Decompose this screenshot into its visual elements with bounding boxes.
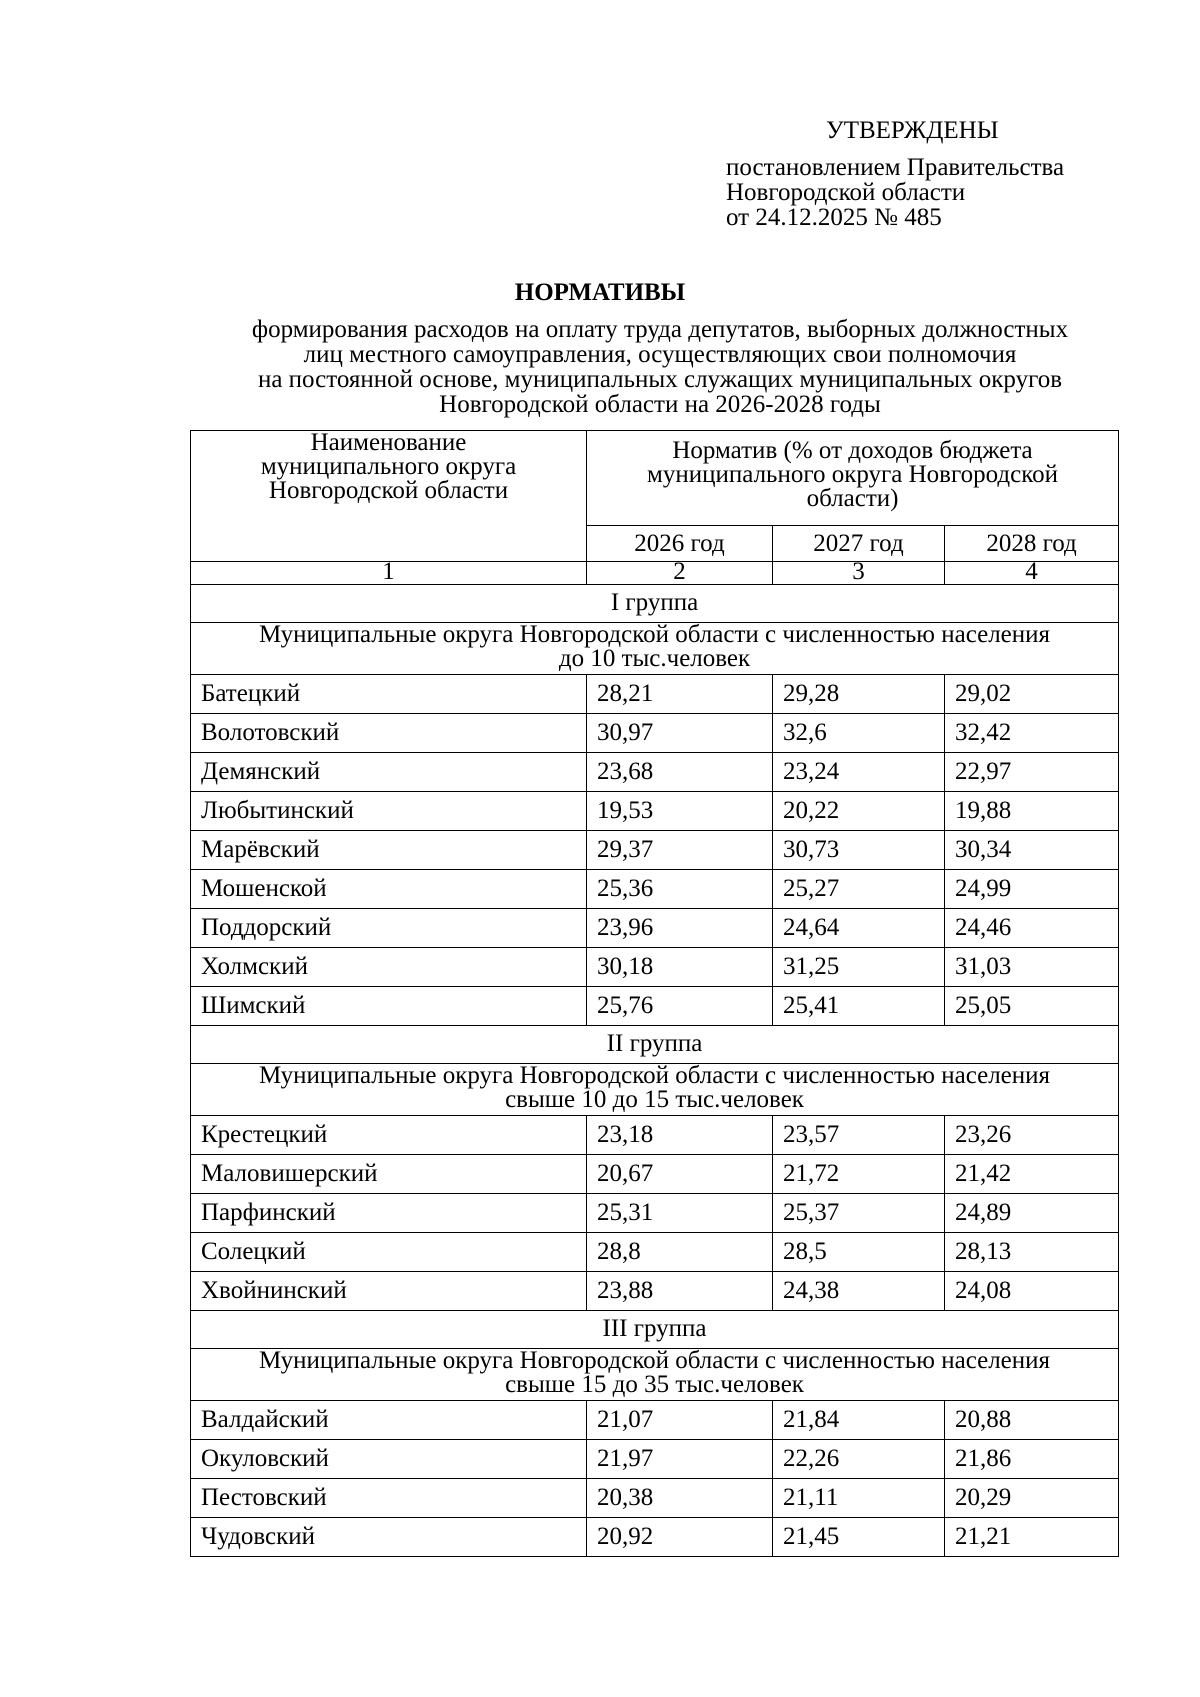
norm-2028: 30,34 (945, 831, 1119, 870)
norm-2026: 21,97 (587, 1440, 773, 1479)
norm-2028: 25,05 (945, 987, 1119, 1026)
municipality-name: Холмский (191, 948, 587, 987)
table-row (191, 753, 1119, 792)
norm-2027: 21,84 (773, 1401, 945, 1440)
table-row (191, 714, 1119, 753)
table-row (191, 1401, 1119, 1440)
norm-2028: 21,21 (945, 1518, 1119, 1557)
norm-2027: 21,72 (773, 1155, 945, 1194)
document-subtitle (160, 317, 1160, 417)
norm-2026: 25,76 (587, 987, 773, 1026)
norm-2028: 31,03 (945, 948, 1119, 987)
municipality-name: Шимский (191, 987, 587, 1026)
municipality-name: Хвойнинский (191, 1272, 587, 1311)
norm-2027: 23,57 (773, 1116, 945, 1155)
subtitle-line: лиц местного самоуправления, осуществляющих свои полномочия (303, 341, 1017, 368)
column-number: 1 (191, 562, 587, 585)
column-numbers-row (191, 562, 1119, 585)
norm-2026: 30,97 (587, 714, 773, 753)
norm-2026: 19,53 (587, 792, 773, 831)
norm-2026: 23,68 (587, 753, 773, 792)
norm-2026: 20,38 (587, 1479, 773, 1518)
norm-2028: 21,86 (945, 1440, 1119, 1479)
norm-2026: 21,07 (587, 1401, 773, 1440)
municipality-name: Крестецкий (191, 1116, 587, 1155)
norm-2027: 24,38 (773, 1272, 945, 1311)
norm-2028: 22,97 (945, 753, 1119, 792)
group-description: Муниципальные округа Новгородской области с численностью населения свыше 10 до 15 тыс.человек (191, 1064, 1119, 1116)
table-row (191, 987, 1119, 1026)
table-row (191, 1518, 1119, 1557)
table-row (191, 1479, 1119, 1518)
approval-block (726, 118, 1146, 230)
norm-2027: 25,27 (773, 870, 945, 909)
norm-2027: 25,41 (773, 987, 945, 1026)
group-header-row (191, 1026, 1119, 1064)
approval-line: Новгородской области (726, 179, 966, 206)
municipality-name: Чудовский (191, 1518, 587, 1557)
norm-2028: 21,42 (945, 1155, 1119, 1194)
header-norm: Норматив (% от доходов бюджета муниципального округа Новгородской области) (587, 431, 1119, 526)
municipality-name: Поддорский (191, 909, 587, 948)
municipality-name: Марёвский (191, 831, 587, 870)
table-row (191, 792, 1119, 831)
norm-2026: 23,96 (587, 909, 773, 948)
norm-2028: 29,02 (945, 675, 1119, 714)
approval-line: от 24.12.2025 № 485 (726, 204, 942, 231)
norm-2026: 28,8 (587, 1233, 773, 1272)
subtitle-line: формирования расходов на оплату труда депутатов, выборных должностных (251, 316, 1069, 343)
norm-2027: 25,37 (773, 1194, 945, 1233)
group-description: Муниципальные округа Новгородской области с численностью населения до 10 тыс.человек (191, 623, 1119, 675)
table-row (191, 1116, 1119, 1155)
norms-table (190, 430, 1119, 1557)
table-header-row (191, 431, 1119, 526)
approval-line: постановлением Правительства (726, 154, 1065, 181)
norm-2028: 28,13 (945, 1233, 1119, 1272)
norm-2028: 20,29 (945, 1479, 1119, 1518)
municipality-name: Волотовский (191, 714, 587, 753)
header-year: 2028 год (945, 526, 1119, 562)
norm-2026: 28,21 (587, 675, 773, 714)
norm-2027: 32,6 (773, 714, 945, 753)
group-header-row (191, 585, 1119, 623)
municipality-name: Батецкий (191, 675, 587, 714)
norm-2027: 21,45 (773, 1518, 945, 1557)
table-row (191, 1272, 1119, 1311)
document-title: НОРМАТИВЫ (514, 279, 686, 306)
norm-2028: 24,99 (945, 870, 1119, 909)
municipality-name: Мошенской (191, 870, 587, 909)
group-name: II группа (191, 1026, 1119, 1064)
norm-2027: 22,26 (773, 1440, 945, 1479)
municipality-name: Окуловский (191, 1440, 587, 1479)
municipality-name: Солецкий (191, 1233, 587, 1272)
norm-2026: 23,18 (587, 1116, 773, 1155)
subtitle-line: на постоянной основе, муниципальных служащих муниципальных округов (257, 366, 1063, 393)
table-row (191, 675, 1119, 714)
norm-2028: 32,42 (945, 714, 1119, 753)
norm-2026: 20,92 (587, 1518, 773, 1557)
table-row (191, 870, 1119, 909)
group-description: Муниципальные округа Новгородской области с численностью населения свыше 15 до 35 тыс.человек (191, 1349, 1119, 1401)
norm-2027: 20,22 (773, 792, 945, 831)
norm-2028: 23,26 (945, 1116, 1119, 1155)
norm-2028: 24,89 (945, 1194, 1119, 1233)
group-name: III группа (191, 1311, 1119, 1349)
group-description-row (191, 623, 1119, 675)
column-number: 3 (773, 562, 945, 585)
table-row (191, 831, 1119, 870)
norm-2027: 28,5 (773, 1233, 945, 1272)
municipality-name: Демянский (191, 753, 587, 792)
header-year: 2027 год (773, 526, 945, 562)
group-description-row (191, 1064, 1119, 1116)
header-year: 2026 год (587, 526, 773, 562)
table-row (191, 948, 1119, 987)
table-row (191, 1194, 1119, 1233)
municipality-name: Пестовский (191, 1479, 587, 1518)
subtitle-line: Новгородской области на 2026-2028 годы (439, 391, 881, 418)
norm-2026: 25,36 (587, 870, 773, 909)
table-row (191, 1233, 1119, 1272)
municipality-name: Маловишерский (191, 1155, 587, 1194)
norm-2026: 23,88 (587, 1272, 773, 1311)
group-description-row (191, 1349, 1119, 1401)
norm-2026: 25,31 (587, 1194, 773, 1233)
norm-2028: 24,08 (945, 1272, 1119, 1311)
norm-2027: 24,64 (773, 909, 945, 948)
municipality-name: Валдайский (191, 1401, 587, 1440)
norm-2027: 21,11 (773, 1479, 945, 1518)
norm-2026: 20,67 (587, 1155, 773, 1194)
norm-2028: 20,88 (945, 1401, 1119, 1440)
norm-2026: 30,18 (587, 948, 773, 987)
column-number: 4 (945, 562, 1119, 585)
norm-2028: 24,46 (945, 909, 1119, 948)
norm-2027: 31,25 (773, 948, 945, 987)
norm-2027: 29,28 (773, 675, 945, 714)
table-row (191, 909, 1119, 948)
column-number: 2 (587, 562, 773, 585)
norm-2028: 19,88 (945, 792, 1119, 831)
approval-heading: УТВЕРЖДЕНЫ (826, 117, 999, 144)
group-header-row (191, 1311, 1119, 1349)
norm-2027: 30,73 (773, 831, 945, 870)
header-municipality-name: Наименование муниципального округа Новгородской области (191, 431, 587, 562)
municipality-name: Любытинский (191, 792, 587, 831)
norm-2026: 29,37 (587, 831, 773, 870)
table-row (191, 1440, 1119, 1479)
table-row (191, 1155, 1119, 1194)
norm-2027: 23,24 (773, 753, 945, 792)
group-name: I группа (191, 585, 1119, 623)
municipality-name: Парфинский (191, 1194, 587, 1233)
